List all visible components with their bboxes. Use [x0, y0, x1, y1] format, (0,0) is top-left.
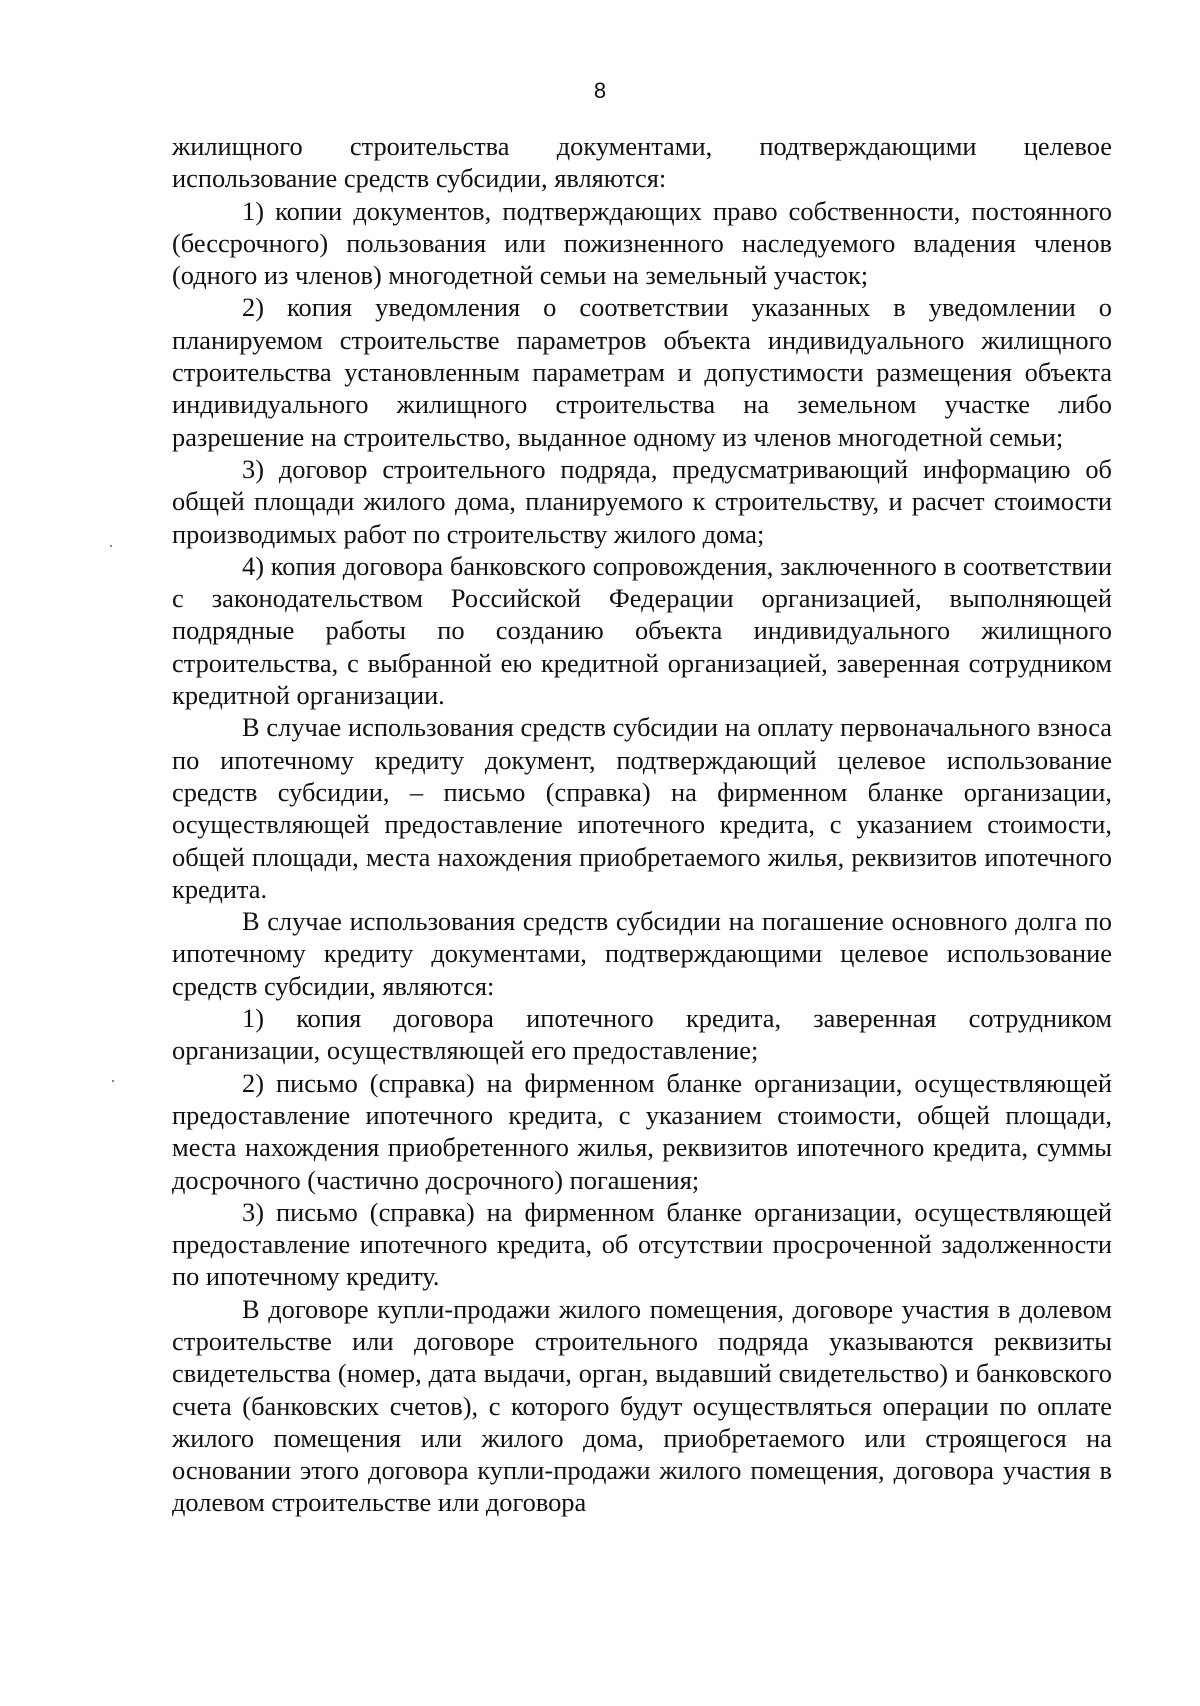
- list-item-2: 2) копия уведомления о соответствии указанных в уведомлении о планируемом строительстве параметров объекта индивидуального жилищного строительства установленным параметрам и допустимости размещения объекта индивидуального жилищного строительства на земельном участке либо разрешение на строительство, выданное одному из членов многодетной семьи;: [172, 292, 1112, 452]
- list-item-3: 3) договор строительного подряда, предусматривающий информацию об общей площади жилого дома, планируемого к строительству, и расчет стоимости производимых работ по строительству жилого дома;: [172, 453, 1112, 549]
- scan-speck: [110, 545, 112, 547]
- repayment-list-item-2: 2) письмо (справка) на фирменном бланке организации, осуществляющей предоставление ипотечного кредита, с указанием стоимости, общей площади, места нахождения приобретенного жилья, реквизитов ипотечного кредита, суммы досрочного (частично досрочного) погашения;: [172, 1067, 1112, 1195]
- document-body: [172, 130, 1112, 1519]
- repayment-list-item-1: 1) копия договора ипотечного кредита, заверенная сотрудником организации, осуществляющей его предоставление;: [172, 1003, 1112, 1066]
- list-item-1: 1) копии документов, подтверждающих право собственности, постоянного (бессрочного) пользования или пожизненного наследуемого владения членов (одного из членов) многодетной семьи на земельный участок;: [172, 195, 1112, 291]
- list-item-4: 4) копия договора банковского сопровождения, заключенного в соответствии с законодательством Российской Федерации организацией, выполняющей подрядные работы по созданию объекта индивидуального жилищного строительства, с выбранной ею кредитной организацией, заверенная сотрудником кредитной организации.: [172, 550, 1112, 711]
- paragraph-principal-repayment: В случае использования средств субсидии на погашение основного долга по ипотечному кредиту документами, подтверждающими целевое использование средств субсидии, являются:: [172, 906, 1112, 1001]
- page-number: 8: [593, 78, 607, 103]
- paragraph-continuation: жилищного строительства документами, подтверждающими целевое использование средств субсидии, являются:: [172, 131, 1112, 194]
- scan-speck: [112, 1080, 114, 1082]
- repayment-list-item-3: 3) письмо (справка) на фирменном бланке организации, осуществляющей предоставление ипотечного кредита, об отсутствии просроченной задолженности по ипотечному кредиту.: [172, 1196, 1112, 1292]
- paragraph-down-payment: В случае использования средств субсидии на оплату первоначального взноса по ипотечному кредиту документ, подтверждающий целевое использование средств субсидии, – письмо (справка) на фирменном бланке организации, осуществляющей предоставление ипотечного кредита, с указанием стоимости, общей площади, места нахождения приобретаемого жилья, реквизитов ипотечного кредита.: [172, 712, 1112, 904]
- paragraph-contract-details: В договоре купли-продажи жилого помещения, договоре участия в долевом строительстве или договоре строительного подряда указываются реквизиты свидетельства (номер, дата выдачи, орган, выдавший свидетельство) и банковского счета (банковских счетов), с которого будут осуществляться операции по оплате жилого помещения или жилого дома, приобретаемого или строящегося на основании этого договора купли-продажи жилого помещения, договора участия в долевом строительстве или договора: [172, 1293, 1112, 1518]
